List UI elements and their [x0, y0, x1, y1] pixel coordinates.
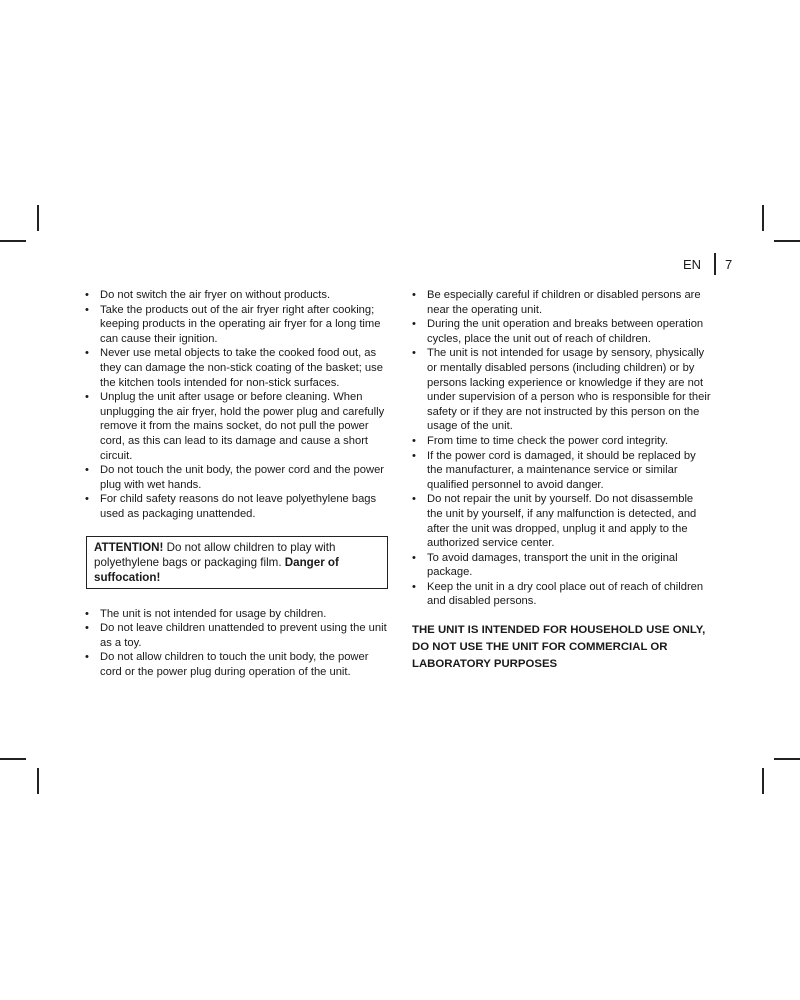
list-item: • Do not touch the unit body, the power cord and the power plug with wet hands.: [84, 463, 390, 492]
safety-list-1: [84, 288, 390, 522]
danger-warning: Danger of suffocation!: [94, 555, 339, 584]
list-item: • To avoid damages, transport the unit in the original package.: [411, 551, 711, 580]
list-item: • During the unit operation and breaks between operation cycles, place the unit out of reach of children.: [411, 317, 711, 346]
safety-list-2: [84, 607, 390, 680]
list-item: • Do not repair the unit by yourself. Do not disassemble the unit by yourself, if any malfunction is detected, and after the unit was dropped, unplug it and apply to the authorized service center.: [411, 492, 711, 550]
list-item: • Be especially careful if children or disabled persons are near the operating unit.: [411, 288, 711, 317]
attention-label: ATTENTION!: [94, 540, 164, 554]
attention-text: Do not allow children to play with polyethylene bags or packaging film.: [94, 540, 336, 569]
crop-mark-bottom-right-horizontal: [774, 758, 800, 760]
household-use-notice: THE UNIT IS INTENDED FOR HOUSEHOLD USE ONLY, DO NOT USE THE UNIT FOR COMMERCIAL OR LABORATORY PURPOSES: [412, 624, 706, 671]
list-item: • Take the products out of the air fryer right after cooking; keeping products in the operating air fryer for a long time can cause their ignition.: [84, 303, 390, 347]
left-column: [84, 288, 390, 679]
list-item: • Never use metal objects to take the cooked food out, as they can damage the non-stick coating of the basket; use the kitchen tools intended for non-stick surfaces.: [84, 346, 390, 390]
right-column: [411, 288, 711, 673]
crop-mark-bottom-right-vertical: [762, 768, 764, 794]
list-item: • Do not allow children to touch the unit body, the power cord or the power plug during operation of the unit.: [84, 650, 390, 679]
list-item: • Unplug the unit after usage or before cleaning. When unplugging the air fryer, hold the power plug and carefully remove it from the mains socket, do not pull the power cord, as this can lead to its damage and cause a short circuit.: [84, 390, 390, 463]
language-code: EN: [683, 257, 702, 272]
crop-mark-top-left-vertical: [37, 205, 39, 231]
safety-list-3: [411, 288, 711, 609]
page-number: 7: [725, 257, 733, 272]
list-item: • The unit is not intended for usage by sensory, physically or mentally disabled persons (including children) or by persons lacking experience or knowledge if they are not under supervision of a person who is responsible for their safety or if they are not instructed by this person on the usage of the unit.: [411, 346, 711, 434]
list-item: • Do not switch the air fryer on without products.: [84, 288, 390, 303]
crop-mark-bottom-left-vertical: [37, 768, 39, 794]
list-item: • Do not leave children unattended to prevent using the unit as a toy.: [84, 621, 390, 650]
list-item: • From time to time check the power cord integrity.: [411, 434, 711, 449]
list-item: • Keep the unit in a dry cool place out of reach of children and disabled persons.: [411, 580, 711, 609]
crop-mark-top-right-vertical: [762, 205, 764, 231]
crop-mark-top-right-horizontal: [774, 240, 800, 242]
attention-box: [86, 536, 388, 589]
crop-mark-bottom-left-horizontal: [0, 758, 26, 760]
list-item: • The unit is not intended for usage by children.: [84, 607, 390, 622]
list-item: • If the power cord is damaged, it should be replaced by the manufacturer, a maintenance service or similar qualified personnel to avoid danger.: [411, 449, 711, 493]
crop-mark-top-left-horizontal: [0, 240, 26, 242]
list-item: • For child safety reasons do not leave polyethylene bags used as packaging unattended.: [84, 492, 390, 521]
header-divider: [714, 253, 716, 275]
